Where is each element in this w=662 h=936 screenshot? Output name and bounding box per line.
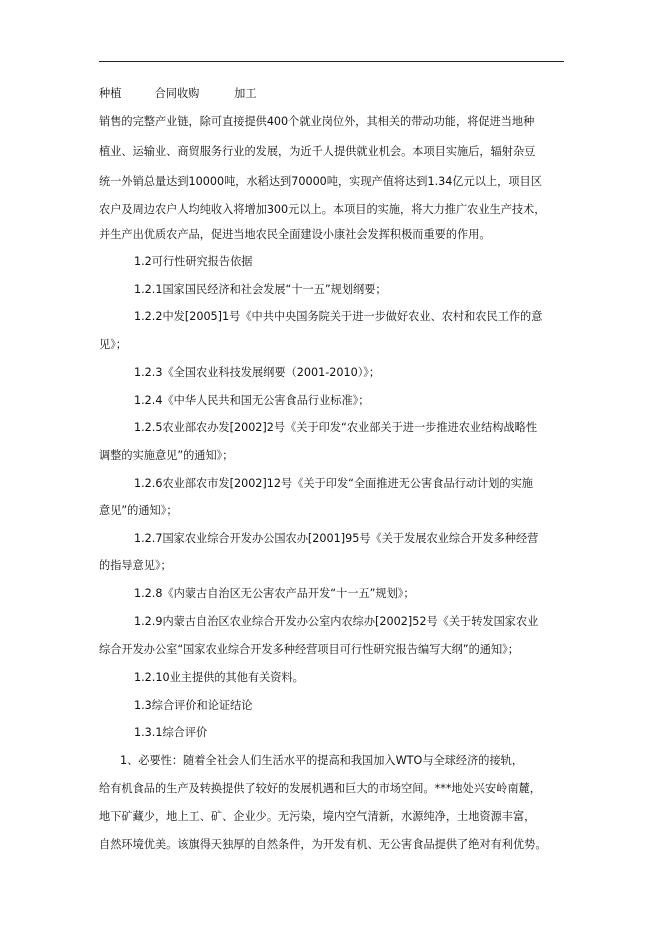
reference-item: 1.2.7国家农业综合开发办公国农办[2001]95号《关于发展农业综合开发多种经营 — [134, 532, 539, 545]
body-line: 地下矿藏少，地上工、矿、企业少。无污染，境内空气清新，水源纯净，土地资源丰富， — [99, 810, 536, 823]
body-line: 统一外销总量达到10000吨，水稻达到70000吨，实现产值将达到1.34亿元以上，项目区 — [99, 175, 542, 188]
header-item-processing: 加工 — [234, 87, 257, 100]
reference-item: 1.2.8《内蒙古自治区无公害农产品开发“十一五”规划》； — [134, 587, 415, 600]
header-rule — [99, 61, 564, 62]
reference-item: 1.2.9内蒙古自治区农业综合开发办公室内农综办[2002]52号《关于转发国家农业 — [134, 615, 539, 628]
reference-item-continued: 见》； — [99, 338, 127, 351]
section-heading: 1.3综合评价和论证结论 — [134, 699, 253, 712]
body-line: 自然环境优美。该旗得天独厚的自然条件，为开发有机、无公害食品提供了绝对有利优势。 — [99, 838, 547, 851]
reference-item: 1.2.2中发[2005]1号《中共中央国务院关于进一步做好农业、农村和农民工作的意 — [134, 310, 543, 323]
reference-item-continued: 意见”的通知》； — [99, 504, 178, 517]
reference-item: 1.2.3《全国农业科技发展纲要（2001-2010）》； — [134, 366, 381, 379]
reference-item: 1.2.4《中华人民共和国无公害食品行业标准》； — [134, 394, 370, 407]
body-line: 植业、运输业、商贸服务行业的发展，为近千人提供就业机会。本项目实施后，辐射杂豆 — [99, 145, 536, 158]
body-line: 给有机食品的生产及转换提供了较好的发展机遇和巨大的市场空间。***地处兴安岭南麓， — [99, 782, 541, 795]
body-line: 农户及周边农户人均纯收入将增加300元以上。本项目的实施，将大力推广农业生产技术， — [99, 203, 546, 216]
body-line: 销售的完整产业链，除可直接提供400个就业岗位外，其相关的带动功能，将促进当地种 — [99, 115, 535, 128]
body-line: 1、必要性：随着全社会人们生活水平的提高和我国加入WTO与全球经济的接轨， — [120, 754, 524, 767]
subsection-heading: 1.3.1综合评价 — [134, 726, 208, 739]
reference-item: 1.2.6农业部农市发[2002]12号《关于印发“全面推进无公害食品行动计划的实施 — [134, 477, 533, 490]
page-header — [99, 87, 257, 101]
reference-item: 1.2.5农业部农办发[2002]2号《关于印发“农业部关于进一步推进农业结构战略性 — [134, 421, 538, 434]
reference-item: 1.2.10业主提供的其他有关资料。 — [134, 671, 304, 684]
reference-item-continued: 的指导意见》； — [99, 559, 172, 572]
reference-item-continued: 调整的实施意见”的通知》； — [99, 449, 234, 462]
reference-item: 1.2.1国家国民经济和社会发展“十一五”规划纲要； — [134, 283, 387, 296]
body-line: 并生产出优质农产品，促进当地农民全面建设小康社会发挥积极而重要的作用。 — [99, 228, 491, 241]
header-item-planting: 种植 — [99, 87, 122, 100]
section-heading: 1.2可行性研究报告依据 — [134, 255, 253, 268]
header-item-contract-purchase: 合同收购 — [154, 87, 200, 100]
reference-item-continued: 综合开发办公室“国家农业综合开发多种经营项目可行性研究报告编写大纲”的通知》； — [99, 643, 519, 656]
